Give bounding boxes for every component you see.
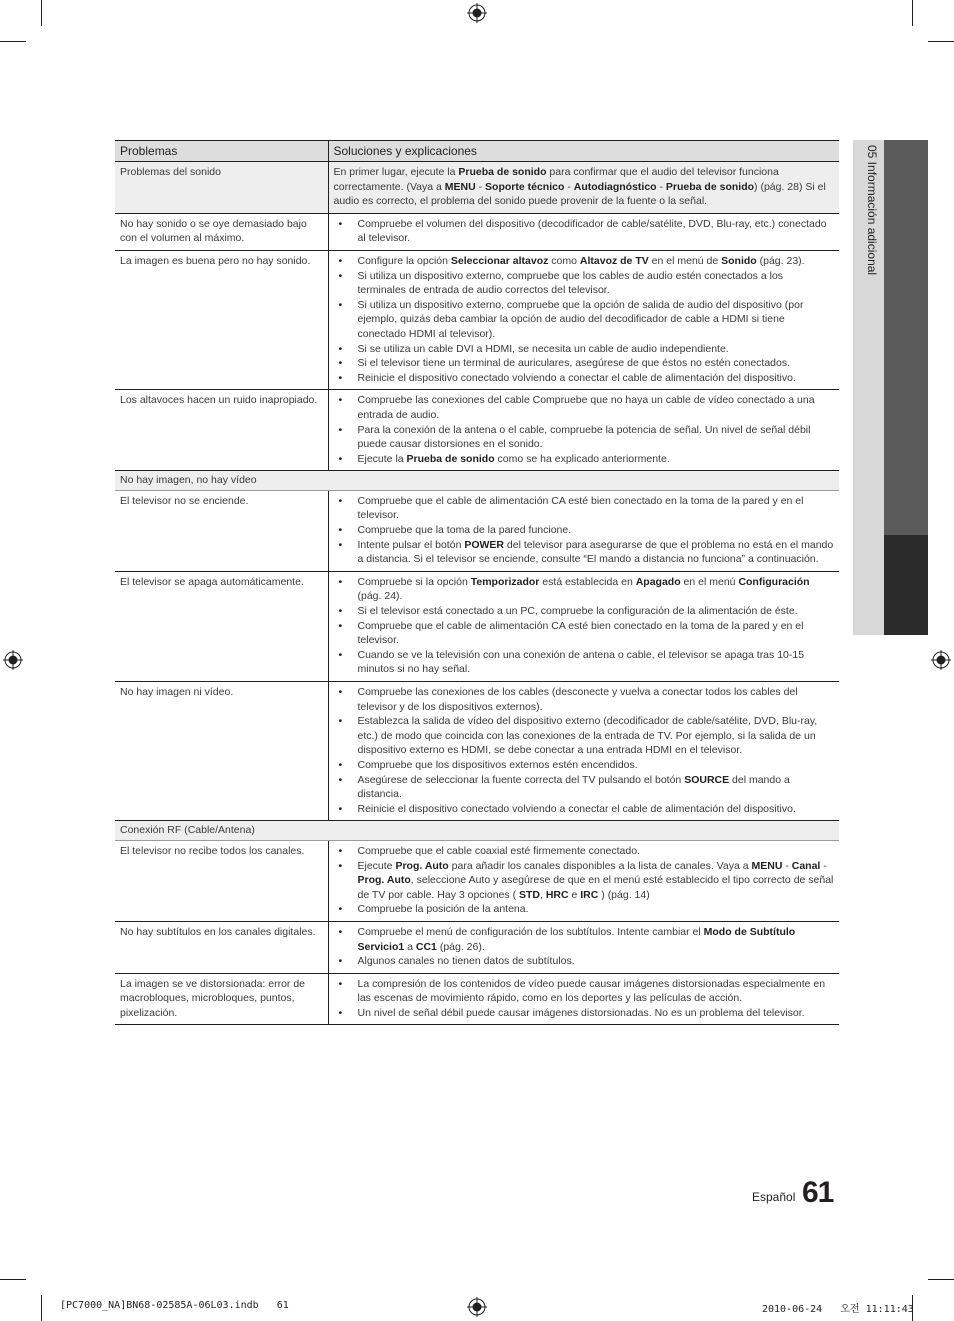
- list-item: [334, 423, 835, 452]
- list-item: [334, 1006, 835, 1021]
- troubleshooting-table: [115, 140, 839, 1025]
- list-item: [334, 977, 835, 1006]
- list-item: [334, 859, 835, 903]
- chapter-tab-marker-current: [884, 535, 928, 635]
- solution-cell: [328, 973, 839, 1025]
- text-run: -: [564, 180, 574, 193]
- text-run: del mando a distancia.: [357, 773, 790, 801]
- emphasis-text: Prueba de sonido: [665, 180, 755, 193]
- list-item: [334, 619, 835, 648]
- table-row: [115, 921, 839, 973]
- problem-cell: El televisor no recibe todos los canales.: [115, 840, 328, 921]
- section-row: [115, 821, 839, 841]
- emphasis-text: Prog. Auto: [357, 874, 411, 887]
- emphasis-text: Configuración: [738, 575, 810, 588]
- text-run: -: [656, 180, 666, 193]
- text-run: Configure la opción: [357, 254, 451, 267]
- problem-cell: Los altavoces hacen un ruido inapropiado.: [115, 390, 328, 471]
- emphasis-text: IRC: [580, 888, 599, 901]
- solution-list: [334, 393, 835, 466]
- list-item: [334, 452, 835, 467]
- text-run: ,: [539, 888, 546, 901]
- language-label: Español: [752, 1190, 796, 1204]
- page-number: 61: [802, 1176, 834, 1209]
- problem-cell: El televisor no se enciende.: [115, 490, 328, 571]
- crop-mark: [928, 41, 954, 42]
- text-run: e: [568, 888, 581, 901]
- text-run: Asegúrese de seleccionar la fuente correcta del TV pulsando el botón: [357, 773, 685, 786]
- emphasis-text: Temporizador: [470, 575, 540, 588]
- emphasis-text: SOURCE: [684, 773, 730, 786]
- text-run: en el menú: [680, 575, 739, 588]
- text-run: está establecida en: [539, 575, 636, 588]
- emphasis-text: CC1: [415, 940, 437, 953]
- text-run: en el menú de: [648, 254, 722, 267]
- crop-mark: [41, 0, 42, 26]
- crop-mark: [0, 41, 26, 42]
- text-run: Ejecute: [357, 859, 396, 872]
- text-run: Cuando se ve la televisión con una conexión de antena o cable, el televisor se apaga tras 10-15 minutos si no hay señal.: [357, 648, 805, 676]
- problem-cell: Problemas del sonido: [115, 162, 328, 214]
- solution-cell: [328, 162, 839, 214]
- text-run: Compruebe que la toma de la pared funcione.: [357, 524, 572, 537]
- problem-cell: La imagen es buena pero no hay sonido.: [115, 250, 328, 389]
- text-run: Compruebe si la opción: [357, 575, 471, 588]
- solution-cell: [328, 921, 839, 973]
- list-item: [334, 773, 835, 802]
- header-problems: Problemas: [115, 141, 328, 162]
- list-item: [334, 844, 835, 859]
- file-info: [PC7000_NA]BN68-02585A-06L03.indb 61: [60, 1300, 289, 1311]
- emphasis-text: Sonido: [721, 254, 757, 267]
- text-run: (pág. 26).: [436, 940, 485, 953]
- text-run: Si se utiliza un cable DVI a HDMI, se necesita un cable de audio independiente.: [357, 342, 729, 355]
- text-run: Compruebe que el cable de alimentación CA esté bien conectado en la toma de la pared y en el televisor.: [357, 494, 804, 522]
- text-run: Compruebe las conexiones de los cables (desconecte y vuelva a conectar todos los cables del televisor y de los dispositivos externos).: [357, 686, 798, 713]
- crop-mark: [0, 1279, 26, 1280]
- emphasis-text: Apagado: [635, 575, 681, 588]
- solution-cell: [328, 390, 839, 471]
- registration-mark-icon: [3, 650, 23, 670]
- emphasis-text: Altavoz de TV: [579, 254, 649, 267]
- text-run: -: [820, 859, 827, 872]
- registration-mark-icon: [467, 1297, 487, 1317]
- list-item: [334, 538, 835, 567]
- list-item: [334, 575, 835, 604]
- text-run: Compruebe las conexiones del cable Compruebe que no haya un cable de vídeo conectado a una entrada de audio.: [357, 394, 815, 421]
- emphasis-text: Prog. Auto: [395, 859, 449, 872]
- list-item: [334, 217, 835, 246]
- emphasis-text: MENU: [751, 859, 783, 872]
- list-item: [334, 356, 835, 371]
- solution-cell: [328, 571, 839, 681]
- table-row: [115, 682, 839, 821]
- solution-list: [334, 494, 835, 567]
- section-title: No hay imagen, no hay vídeo: [115, 471, 839, 491]
- header-solutions: Soluciones y explicaciones: [328, 141, 839, 162]
- list-item: [334, 254, 835, 269]
- table-row: [115, 840, 839, 921]
- emphasis-text: Prueba de sonido: [458, 166, 547, 178]
- text-run: Reinicie el dispositivo conectado volviendo a conectar el cable de alimentación del dispositivo.: [357, 802, 796, 815]
- solution-list: [334, 217, 835, 246]
- solution-list: [334, 575, 835, 677]
- list-item: [334, 298, 835, 342]
- crop-mark: [912, 0, 913, 26]
- solution-list: [334, 844, 835, 917]
- chapter-label: 05 Información adicional: [865, 145, 879, 276]
- text-run: Compruebe el menú de configuración de los subtítulos. Intente cambiar el: [357, 925, 704, 938]
- text-run: Un nivel de señal débil puede causar imágenes distorsionadas. No es un problema del televisor.: [357, 1006, 805, 1019]
- text-run: Compruebe el volumen del dispositivo (decodificador de cable/satélite, DVD, Blu-ray, etc.) conectado al televisor.: [357, 217, 827, 245]
- list-item: [334, 902, 835, 917]
- problem-cell: No hay subtítulos en los canales digitales.: [115, 921, 328, 973]
- emphasis-text: Soporte técnico: [485, 180, 565, 193]
- problem-cell: No hay imagen ni vídeo.: [115, 682, 328, 821]
- emphasis-text: POWER: [464, 538, 504, 551]
- solution-list: [334, 254, 835, 385]
- table-row: [115, 571, 839, 681]
- list-item: [334, 802, 835, 817]
- solution-cell: [328, 490, 839, 571]
- text-run: La compresión de los contenidos de vídeo puede causar imágenes distorsionadas especialmente en las escenas de movimiento rápido, como en los deportes y las películas de acción.: [357, 977, 826, 1005]
- text-run: Algunos canales no tienen datos de subtítulos.: [357, 955, 575, 968]
- table-header-row: [115, 141, 839, 162]
- problem-cell: El televisor se apaga automáticamente.: [115, 571, 328, 681]
- text-run: Compruebe que el cable coaxial esté firmemente conectado.: [357, 844, 640, 857]
- list-item: [334, 954, 835, 969]
- text-run: Establezca la salida de vídeo del dispositivo externo (decodificador de cable/satélite, DVD, Blu-ray, etc.) de modo que coincida con las conexiones de la entrada de TV. Por ejemplo, si la salida de un dispositivo externo es HDMI, se debe conectar a una entrada HDMI en el televisor.: [357, 715, 818, 757]
- text-run: Reinicie el dispositivo conectado volviendo a conectar el cable de alimentación del dispositivo.: [357, 371, 796, 384]
- solution-list: [334, 685, 835, 816]
- text-run: -: [782, 859, 792, 872]
- problem-cell: No hay sonido o se oye demasiado bajo con el volumen al máximo.: [115, 213, 328, 250]
- registration-mark-icon: [931, 650, 951, 670]
- solution-intro: [334, 165, 835, 209]
- text-run: Si el televisor tiene un terminal de auriculares, asegúrese de que éstos no estén conectados.: [357, 357, 791, 370]
- text-run: Compruebe que el cable de alimentación CA esté bien conectado en la toma de la pared y en el televisor.: [357, 619, 804, 647]
- emphasis-text: HRC: [545, 888, 569, 901]
- text-run: (pág. 23).: [756, 254, 805, 267]
- list-item: [334, 342, 835, 357]
- text-run: Compruebe la posición de la antena.: [357, 903, 529, 916]
- list-item: [334, 371, 835, 386]
- text-run: ) (pág. 28) Si el audio es correcto, el problema del sonido puede provenir de la fuente o la señal.: [333, 180, 826, 208]
- text-run: como se ha explicado anteriormente.: [494, 452, 670, 465]
- emphasis-text: Canal: [791, 859, 821, 872]
- text-run: Compruebe que los dispositivos externos estén encendidos.: [357, 758, 638, 771]
- text-run: para confirmar que el audio del televisor funciona correctamente. (Vaya a: [333, 166, 779, 193]
- list-item: [334, 494, 835, 523]
- list-item: [334, 523, 835, 538]
- text-run: para añadir los canales disponibles a la lista de canales. Vaya a: [448, 859, 752, 872]
- crop-mark: [41, 1295, 42, 1321]
- table-row: [115, 213, 839, 250]
- emphasis-text: Prueba de sonido: [406, 452, 495, 465]
- crop-mark: [928, 1279, 954, 1280]
- text-run: Si el televisor está conectado a un PC, compruebe la configuración de la alimentación de éste.: [357, 605, 798, 618]
- list-item: [334, 604, 835, 619]
- text-run: Intente pulsar el botón: [357, 538, 465, 551]
- list-item: [334, 758, 835, 773]
- emphasis-text: MENU: [444, 180, 476, 193]
- list-item: [334, 714, 835, 758]
- text-run: Para la conexión de la antena o el cable, compruebe la potencia de señal. Un nivel de señal débil puede causar distorsiones en el sonido.: [357, 423, 811, 451]
- table-row: [115, 490, 839, 571]
- section-row: [115, 471, 839, 491]
- table-row: [115, 973, 839, 1025]
- text-run: , seleccione Auto y asegúrese de que en el menú esté establecido el tipo correcto de señal de TV por cable. Hay 3 opciones (: [357, 874, 834, 901]
- solution-cell: [328, 840, 839, 921]
- text-run: a: [404, 940, 416, 953]
- emphasis-text: Seleccionar altavoz: [450, 254, 549, 267]
- text-run: ) (pág. 14): [598, 888, 650, 901]
- emphasis-text: Modo de Subtítulo Servicio1: [357, 925, 796, 953]
- solution-cell: [328, 213, 839, 250]
- list-item: [334, 648, 835, 677]
- solution-list: [334, 977, 835, 1021]
- section-title: Conexión RF (Cable/Antena): [115, 821, 839, 841]
- text-run: En primer lugar, ejecute la: [333, 166, 459, 178]
- text-run: Si utiliza un dispositivo externo, compruebe que la opción de salida de audio del dispositivo (por ejemplo, quizás deba cambiar la opción de audio del decodificador de cable a HDMI si tiene conectado HDMI al televisor).: [357, 298, 804, 340]
- list-item: [334, 925, 835, 954]
- text-run: (pág. 24).: [357, 590, 403, 603]
- table-row: [115, 162, 839, 214]
- solution-cell: [328, 682, 839, 821]
- emphasis-text: Autodiagnóstico: [573, 180, 657, 193]
- text-run: Ejecute la: [357, 452, 407, 465]
- list-item: [334, 685, 835, 714]
- text-run: del televisor para asegurarse de que el problema no está en el mando a distancia. Si el televisor se enciende, consulte “El mando a distancia no funciona” a continuación.: [357, 538, 834, 566]
- solution-cell: [328, 250, 839, 389]
- text-run: como: [548, 254, 580, 267]
- problem-cell: La imagen se ve distorsionada: error de macrobloques, microbloques, puntos, pixelización.: [115, 973, 328, 1025]
- solution-list: [334, 925, 835, 969]
- table-row: [115, 250, 839, 389]
- table-body: [115, 162, 839, 1025]
- text-run: Si utiliza un dispositivo externo, compruebe que los cables de audio estén conectados a los terminales de entrada de audio correctos del televisor.: [357, 269, 784, 297]
- text-run: -: [475, 180, 486, 193]
- list-item: [334, 393, 835, 422]
- emphasis-text: STD: [518, 888, 540, 901]
- registration-mark-icon: [467, 3, 487, 23]
- list-item: [334, 269, 835, 298]
- table-row: [115, 390, 839, 471]
- print-timestamp: 2010-06-24 오전 11:11:43: [762, 1304, 914, 1315]
